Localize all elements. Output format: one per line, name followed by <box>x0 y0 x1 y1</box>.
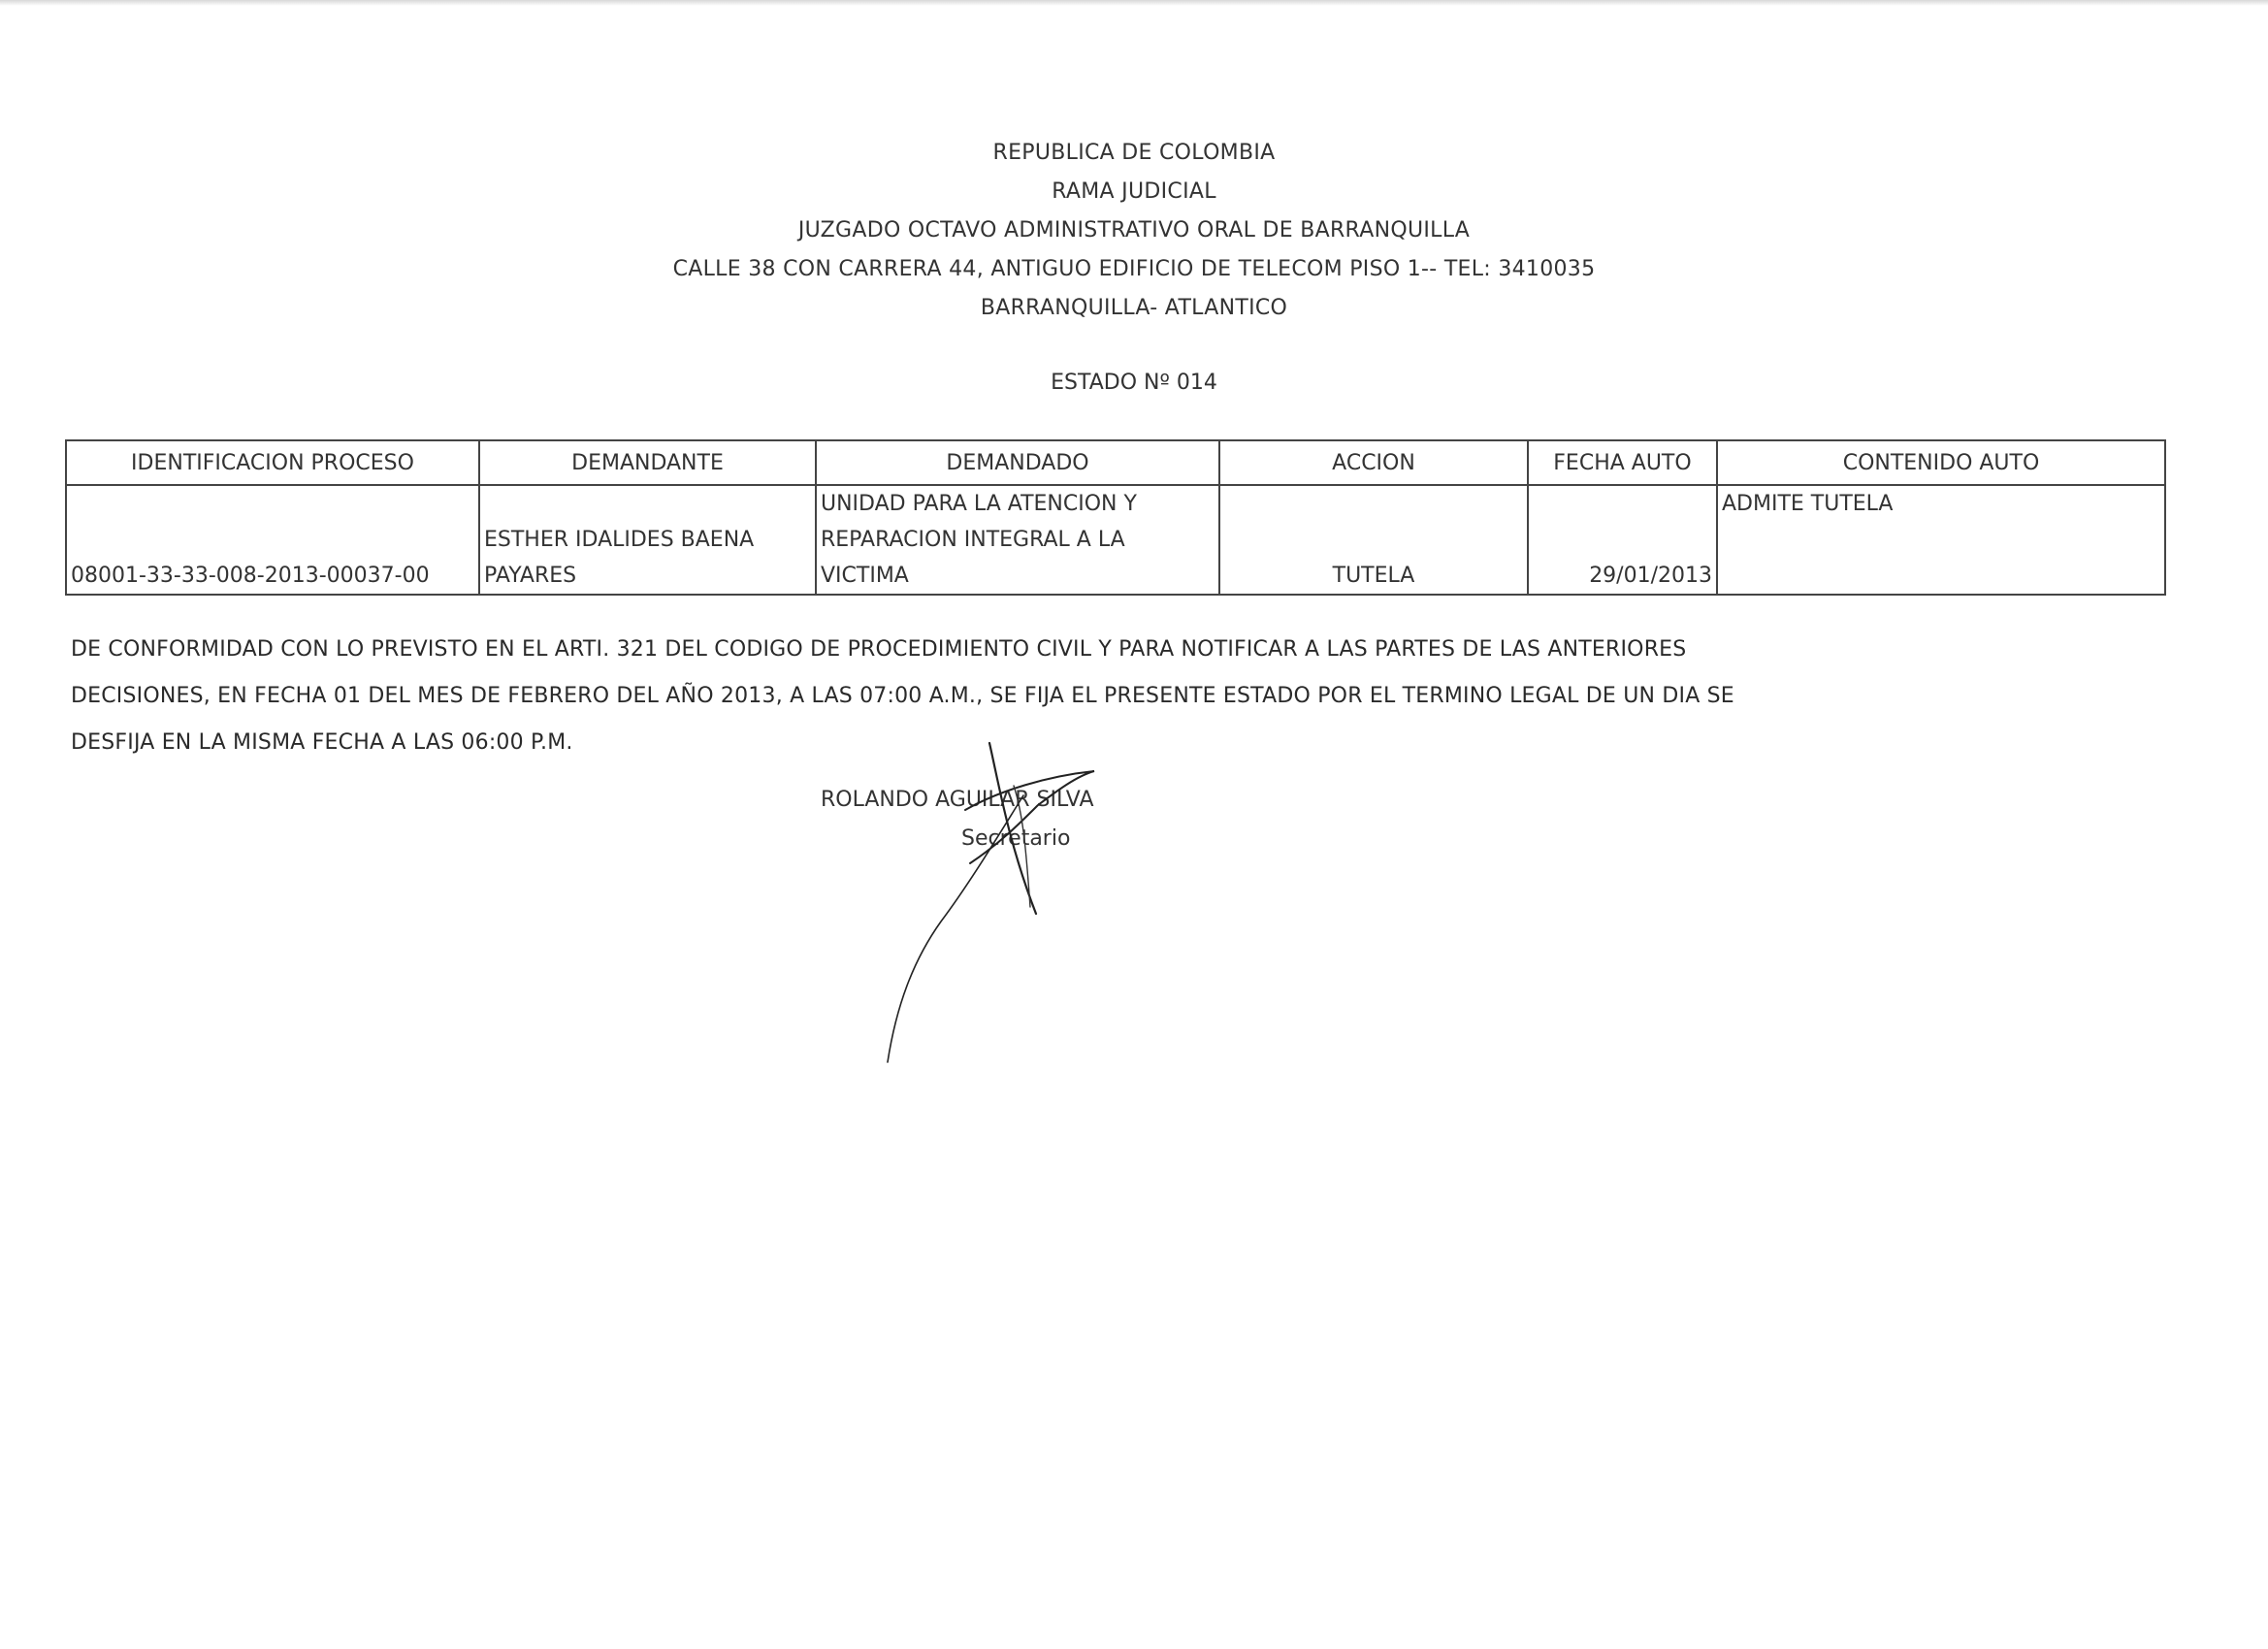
signature-stroke <box>965 771 1094 863</box>
header-country: REPUBLICA DE COLOMBIA <box>992 141 1276 165</box>
document-header <box>0 134 2268 328</box>
estado-table <box>65 439 2166 596</box>
col-header-demandante: DEMANDANTE <box>479 440 816 485</box>
header-address: CALLE 38 CON CARRERA 44, ANTIGUO EDIFICIO DE TELECOM PISO 1-- TEL: 3410035 <box>672 257 1596 281</box>
cell-demandado: UNIDAD PARA LA ATENCION Y REPARACION INTEGRAL A LA VICTIMA <box>816 485 1219 595</box>
col-header-contenido-auto: CONTENIDO AUTO <box>1717 440 2165 485</box>
cell-demandante: ESTHER IDALIDES BAENA PAYARES <box>479 485 816 595</box>
cell-contenido-auto: ADMITE TUTELA <box>1717 485 2165 595</box>
scan-edge <box>0 0 2268 6</box>
col-header-demandado: DEMANDADO <box>816 440 1219 485</box>
col-header-accion: ACCION <box>1219 440 1528 485</box>
estado-number: ESTADO Nº 014 <box>1051 371 1217 395</box>
notice-line: DE CONFORMIDAD CON LO PREVISTO EN EL ARTI. 321 DEL CODIGO DE PROCEDIMIENTO CIVIL Y PARA NOTIFICAR A LAS PARTES DE LAS ANTERIORES <box>71 637 1687 662</box>
cell-identificacion: 08001-33-33-008-2013-00037-00 <box>66 485 479 595</box>
notice-line: DESFIJA EN LA MISMA FECHA A LAS 06:00 P.M. <box>71 730 573 755</box>
handwritten-signature <box>854 737 1106 1067</box>
header-court: JUZGADO OCTAVO ADMINISTRATIVO ORAL DE BARRANQUILLA <box>797 218 1471 242</box>
col-header-identificacion: IDENTIFICACION PROCESO <box>66 440 479 485</box>
signer-title: Secretario <box>961 826 1071 851</box>
signature-stroke <box>888 795 1023 1062</box>
cell-fecha-auto: 29/01/2013 <box>1528 485 1717 595</box>
header-branch: RAMA JUDICIAL <box>1052 179 1216 204</box>
cell-accion: TUTELA <box>1219 485 1528 595</box>
table-header-row <box>66 440 2165 485</box>
col-header-fecha-auto: FECHA AUTO <box>1528 440 1717 485</box>
table-row <box>66 485 2165 595</box>
signer-name: ROLANDO AGUILAR SILVA <box>821 788 1094 812</box>
header-city: BARRANQUILLA- ATLANTICO <box>980 296 1288 320</box>
notice-line: DECISIONES, EN FECHA 01 DEL MES DE FEBRERO DEL AÑO 2013, A LAS 07:00 A.M., SE FIJA EL PRESENTE ESTADO POR EL TERMINO LEGAL DE UN DIA SE <box>71 684 1734 708</box>
